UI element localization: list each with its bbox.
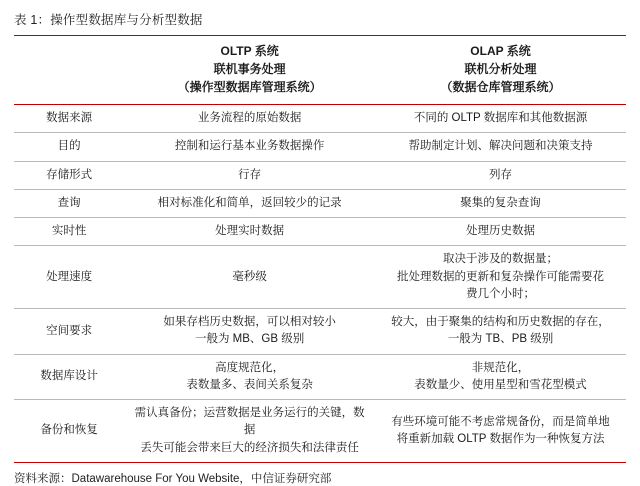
cell-line: 有些环境可能不考虑常规备份，而是简单地 bbox=[391, 415, 610, 428]
header-oltp-line2: 联机事务处理 bbox=[213, 62, 286, 76]
cell-line: 一般为 TB、PB 级别 bbox=[447, 333, 554, 346]
cell-line: 业务流程的原始数据 bbox=[197, 112, 302, 124]
cell-line: 聚集的复杂查询 bbox=[460, 196, 541, 209]
header-olap-line1: OLAP 系统 bbox=[470, 44, 531, 58]
row-olap-cell bbox=[375, 189, 626, 217]
table-row bbox=[14, 218, 626, 246]
row-olap-cell bbox=[375, 218, 626, 246]
row-oltp-cell bbox=[124, 161, 375, 189]
table-row bbox=[14, 354, 626, 400]
table-header-row bbox=[14, 36, 626, 105]
header-cell-blank bbox=[14, 36, 124, 105]
row-oltp-cell bbox=[124, 105, 375, 133]
row-label: 目的 bbox=[14, 133, 124, 161]
comparison-table bbox=[14, 35, 626, 463]
row-label: 查询 bbox=[14, 189, 124, 217]
row-oltp-cell bbox=[124, 354, 375, 400]
row-oltp-cell bbox=[124, 189, 375, 217]
table-row bbox=[14, 105, 626, 133]
cell-line: 不同的 OLTP 数据库和其他数据源 bbox=[413, 112, 588, 124]
cell-line: 控制和运行基本业务数据操作 bbox=[174, 140, 325, 153]
table-row bbox=[14, 400, 626, 463]
cell-line: 处理实时数据 bbox=[215, 225, 285, 237]
table-row bbox=[14, 309, 626, 355]
header-oltp-line1: OLTP 系统 bbox=[220, 44, 279, 58]
row-oltp-cell bbox=[124, 400, 375, 463]
row-label: 数据来源 bbox=[14, 105, 124, 133]
cell-line: 处理历史数据 bbox=[466, 225, 536, 237]
cell-line: 表数量少、使用星型和雪花型模式 bbox=[414, 378, 587, 391]
header-oltp-line3: （操作型数据库管理系统） bbox=[177, 80, 322, 94]
cell-line: 取决于涉及的数据量； bbox=[443, 253, 559, 266]
table-body bbox=[14, 36, 626, 463]
row-label: 备份和恢复 bbox=[14, 400, 124, 463]
table-row bbox=[14, 161, 626, 189]
row-label: 空间要求 bbox=[14, 309, 124, 355]
header-cell-olap bbox=[375, 36, 626, 105]
row-oltp-cell bbox=[124, 309, 375, 355]
row-olap-cell bbox=[375, 133, 626, 161]
table-row bbox=[14, 189, 626, 217]
row-olap-cell bbox=[375, 246, 626, 309]
cell-line: 帮助制定计划、解决问题和决策支持 bbox=[408, 140, 593, 153]
row-oltp-cell bbox=[124, 218, 375, 246]
table-row bbox=[14, 246, 626, 309]
table-row bbox=[14, 133, 626, 161]
row-olap-cell bbox=[375, 354, 626, 400]
cell-line: 费几个小时； bbox=[466, 287, 536, 300]
header-olap-line2: 联机分析处理 bbox=[464, 62, 537, 76]
cell-line: 高度规范化， bbox=[215, 361, 285, 374]
cell-line: 一般为 MB、GB 级别 bbox=[194, 333, 305, 346]
row-label: 数据库设计 bbox=[14, 354, 124, 400]
cell-line: 非规范化， bbox=[471, 361, 530, 374]
cell-line: 相对标准化和简单，返回较少的记录 bbox=[157, 196, 342, 209]
row-label: 处理速度 bbox=[14, 246, 124, 309]
cell-line: 将重新加载 OLTP 数据作为一种恢复方法 bbox=[396, 432, 605, 445]
cell-line: 表数量多、表间关系复杂 bbox=[186, 378, 313, 391]
row-label: 实时性 bbox=[14, 218, 124, 246]
cell-line: 列存 bbox=[489, 168, 513, 181]
cell-line: 行存 bbox=[238, 168, 262, 181]
row-oltp-cell bbox=[124, 133, 375, 161]
row-label: 存储形式 bbox=[14, 161, 124, 189]
cell-line: 较大，由于聚集的结构和历史数据的存在， bbox=[391, 316, 610, 328]
row-oltp-cell bbox=[124, 246, 375, 309]
row-olap-cell bbox=[375, 105, 626, 133]
header-cell-oltp bbox=[124, 36, 375, 105]
table-caption: 表 1：操作型数据库与分析型数据 bbox=[14, 13, 203, 27]
cell-line: 丢失可能会带来巨大的经济损失和法律责任 bbox=[140, 441, 359, 454]
row-olap-cell bbox=[375, 161, 626, 189]
cell-line: 批处理数据的更新和复杂操作可能需要花 bbox=[397, 270, 605, 283]
source-note: 资料来源：Datawarehouse For You Website，中信证券研究部 bbox=[14, 472, 332, 485]
header-olap-line3: （数据仓库管理系统） bbox=[440, 80, 561, 94]
row-olap-cell bbox=[375, 309, 626, 355]
cell-line: 需认真备份；运营数据是业务运行的关键，数据 bbox=[134, 407, 365, 437]
cell-line: 如果存档历史数据，可以相对较小 bbox=[163, 316, 336, 328]
row-olap-cell bbox=[375, 400, 626, 463]
cell-line: 毫秒级 bbox=[232, 270, 267, 283]
